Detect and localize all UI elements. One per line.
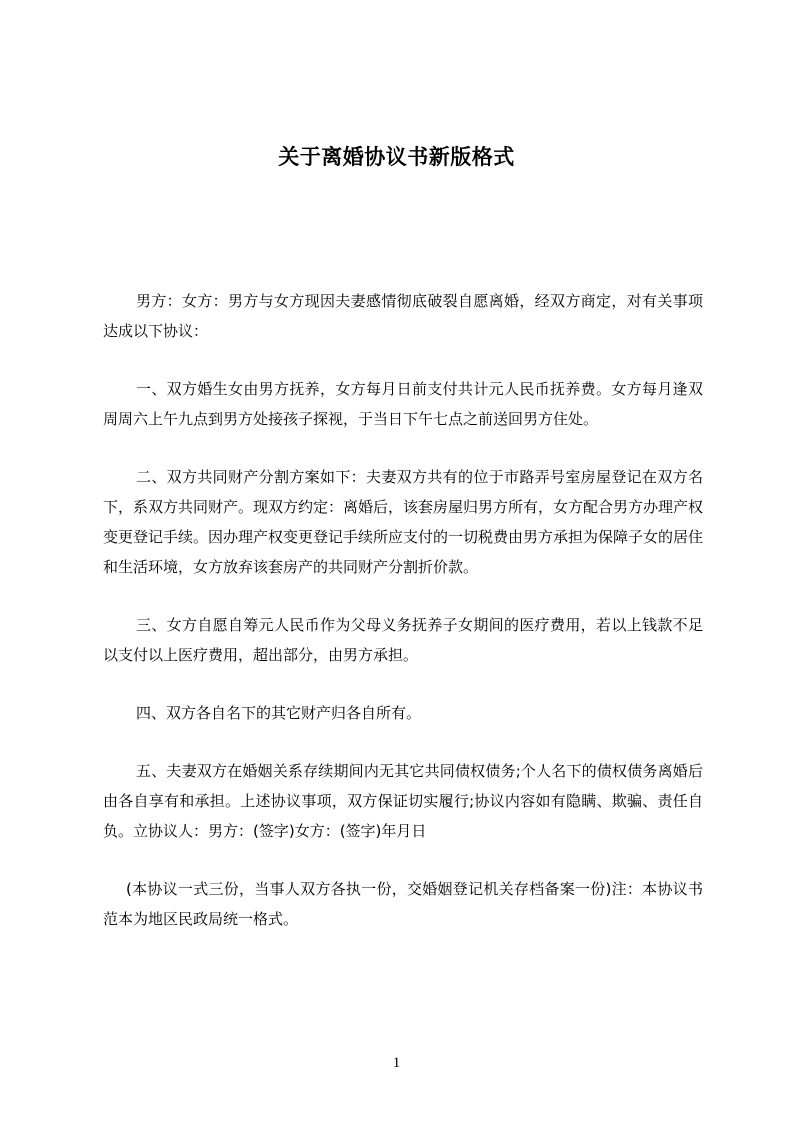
document-body bbox=[103, 286, 703, 962]
paragraph-note: (本协议一式三份，当事人双方各执一份，交婚姻登记机关存档备案一份)注：本协议书范本为地区民政局统一格式。 bbox=[103, 880, 703, 928]
document-title: 关于离婚协议书新版格式 bbox=[278, 145, 515, 169]
paragraph-clause-2: 二、双方共同财产分割方案如下：夫妻双方共有的位于市路弄号室房屋登记在双方名下，系双方共同财产。现双方约定：离婚后，该套房屋归男方所有，女方配合男方办理产权变更登记手续。因办理产权变更登记手续所应支付的一切税费由男方承担为保障子女的居住和生活环境，女方放弃该套房产的共同财产分割折价款。 bbox=[103, 468, 704, 576]
paragraph-clause-1: 一、双方婚生女由男方抚养，女方每月日前支付共计元人民币抚养费。女方每月逢双周周六上午九点到男方处接孩子探视，于当日下午七点之前送回男方住处。 bbox=[103, 380, 703, 428]
paragraph-clause-5: 五、夫妻双方在婚姻关系存续期间内无其它共同债权债务;个人名下的债权债务离婚后由各自享有和承担。上述协议事项，双方保证切实履行;协议内容如有隐瞒、欺骗、责任自负。立协议人：男方：(签字)女方：(签字)年月日 bbox=[103, 762, 703, 840]
paragraph-clause-4: 四、双方各自名下的其它财产归各自所有。 bbox=[136, 704, 422, 722]
paragraph-clause-3: 三、女方自愿自筹元人民币作为父母义务抚养子女期间的医疗费用，若以上钱款不足以支付以上医疗费用，超出部分，由男方承担。 bbox=[103, 616, 703, 664]
page-number: 1 bbox=[392, 1055, 401, 1071]
paragraph-intro: 男方：女方：男方与女方现因夫妻感情彻底破裂自愿离婚，经双方商定，对有关事项达成以下协议： bbox=[103, 292, 703, 340]
